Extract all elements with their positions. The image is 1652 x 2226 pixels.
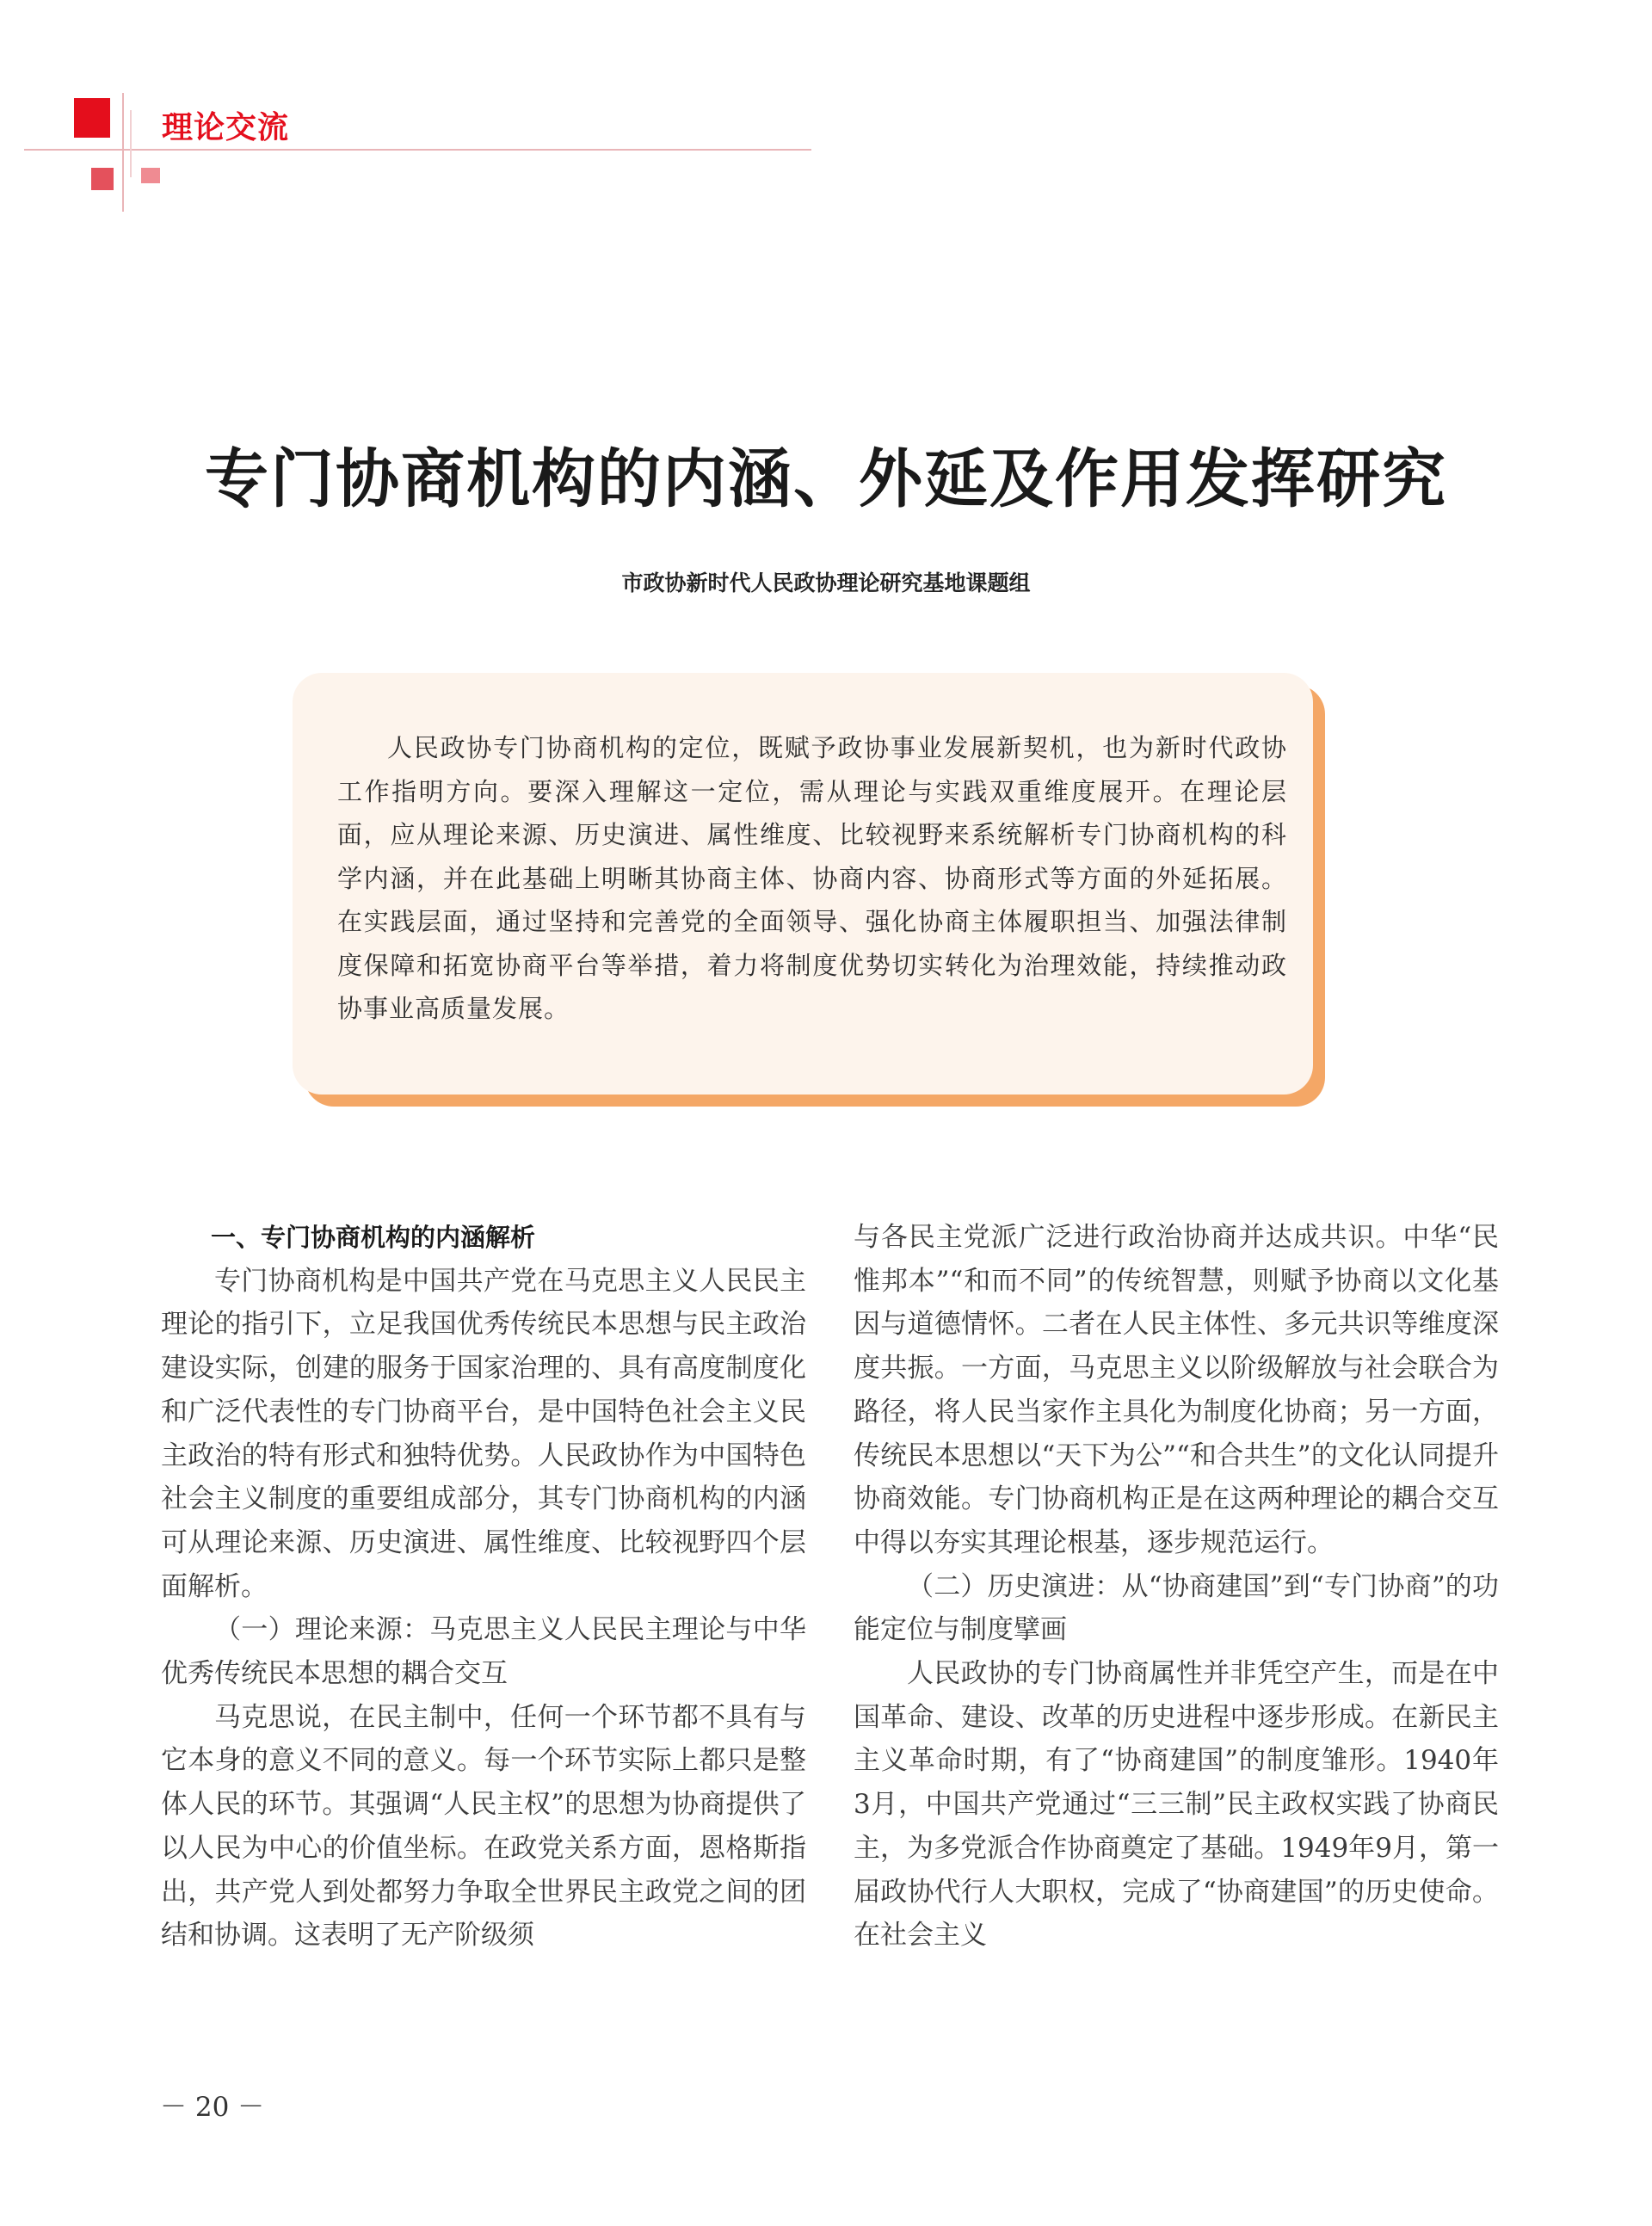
article-author: 市政协新时代人民政协理论研究基地课题组: [621, 570, 1031, 595]
header-vertical-rule-secondary: [130, 110, 132, 177]
header-red-square: [74, 98, 110, 138]
header-vertical-rule: [122, 93, 124, 212]
paragraph: 专门协商机构是中国共产党在马克思主义人民民主理论的指引下，立足我国优秀传统民本思想与民主政治建设实际，创建的服务于国家治理的、具有高度制度化和广泛代表性的专门协商平台，是中国特色社会主义民主政治的特有形式和独特优势。人民政协作为中国特色社会主义制度的重要组成部分，其专门协商机构的内涵可从理论来源、历史演进、属性维度、比较视野四个层面解析。: [161, 1265, 806, 1602]
subsection-heading: （一）理论来源：马克思主义人民民主理论与中华优秀传统民本思想的耦合交互: [161, 1614, 806, 1690]
header-pink-square: [91, 168, 114, 190]
section-label: 理论交流: [162, 110, 290, 145]
header-rule: [24, 149, 811, 151]
header-light-square: [141, 168, 160, 183]
article-title: 专门协商机构的内涵、外延及作用发挥研究: [205, 442, 1447, 516]
subsection-heading: （二）历史演进：从“协商建国”到“专门协商”的功能定位与制度擘画: [854, 1570, 1499, 1646]
abstract-text: 人民政协专门协商机构的定位，既赋予政协事业发展新契机，也为新时代政协工作指明方向。要深入理解这一定位，需从理论与实践双重维度展开。在理论层面，应从理论来源、历史演进、属性维度、比较视野来系统解析专门协商机构的科学内涵，并在此基础上明晰其协商主体、协商内容、协商形式等方面的外延拓展。在实践层面，通过坚持和完善党的全面领导、强化协商主体履职担当、加强法律制度保障和拓宽协商平台等举措，着力将制度优势切实转化为治理效能，持续推动政协事业高质量发展。: [337, 733, 1287, 1023]
section-heading: 一、专门协商机构的内涵解析: [211, 1223, 536, 1252]
page-number: － 20 －: [160, 2092, 265, 2123]
paragraph: 人民政协的专门协商属性并非凭空产生，而是在中国革命、建设、改革的历史进程中逐步形成。在新民主主义革命时期，有了“协商建国”的制度雏形。1940年3月，中国共产党通过“三三制”民主政权实践了协商民主，为多党派合作协商奠定了基础。1949年9月，第一届政协代行人大职权，完成了“协商建国”的历史使命。在社会主义: [854, 1658, 1499, 1952]
body-column-left: [161, 1216, 806, 1958]
paragraph: 与各民主党派广泛进行政治协商并达成共识。中华“民惟邦本”“和而不同”的传统智慧，则赋予协商以文化基因与道德情怀。二者在人民主体性、多元共识等维度深度共振。一方面，马克思主义以阶级解放与社会联合为路径，将人民当家作主具化为制度化协商；另一方面，传统民本思想以“天下为公”“和合共生”的文化认同提升协商效能。专门协商机构正是在这两种理论的耦合交互中得以夯实其理论根基，逐步规范运行。: [854, 1222, 1499, 1558]
paragraph: 马克思说，在民主制中，任何一个环节都不具有与它本身的意义不同的意义。每一个环节实际上都只是整体人民的环节。其强调“人民主权”的思想为协商提供了以人民为中心的价值坐标。在政党关系方面，恩格斯指出，共产党人到处都努力争取全世界民主政党之间的团结和协调。这表明了无产阶级须: [161, 1701, 806, 1952]
abstract-box: [293, 673, 1313, 1095]
body-column-right: [854, 1216, 1499, 1958]
